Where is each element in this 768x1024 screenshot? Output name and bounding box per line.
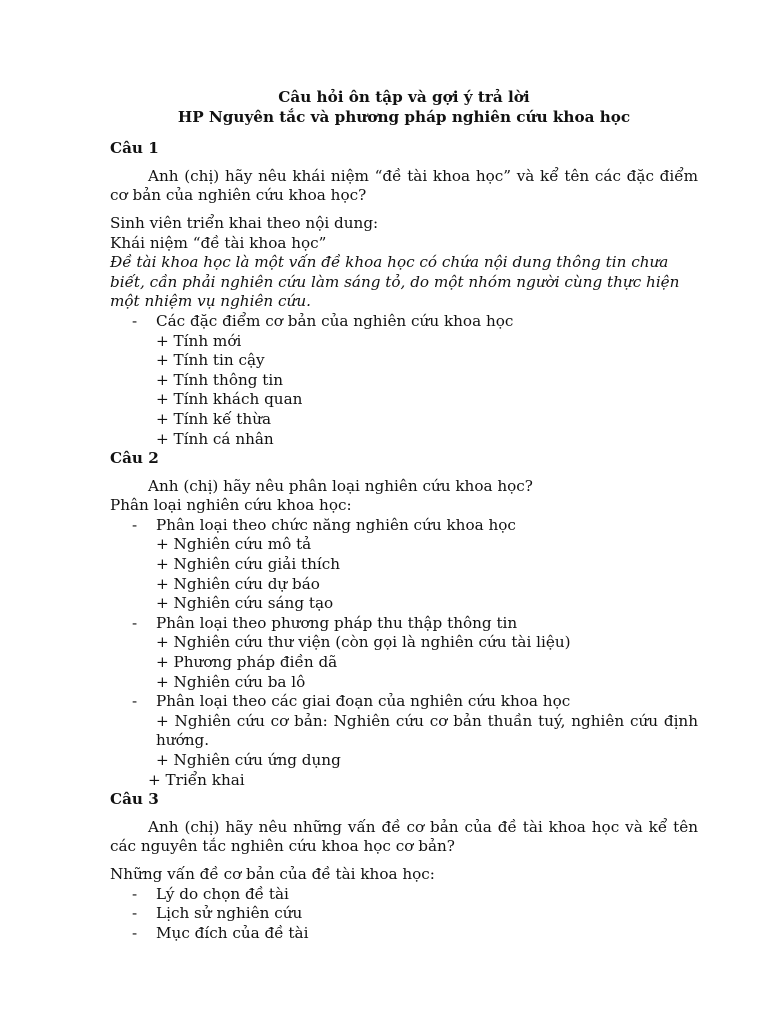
bullet-dash: - — [132, 884, 138, 903]
bullet-label: Lý do chọn đề tài — [156, 884, 289, 903]
bullet-item — [110, 516, 698, 536]
list-item: + Tính kế thừa — [156, 409, 272, 428]
question-3-intro: Những vấn đề cơ bản của đề tài khoa học: — [110, 864, 435, 883]
bullet-label: Lịch sử nghiên cứu — [156, 904, 303, 923]
bullet-item — [110, 614, 698, 634]
bullet-item — [110, 692, 698, 712]
bullet-dash: - — [132, 692, 138, 711]
bullet-dash: - — [132, 515, 138, 534]
question-1-intro: Sinh viên triển khai theo nội dung: — [110, 213, 379, 232]
bullet-dash: - — [132, 923, 138, 942]
bullet-item — [110, 924, 698, 944]
list-item: + Nghiên cứu giải thích — [156, 555, 341, 574]
question-1-heading: Câu 1 — [110, 139, 159, 158]
bullet-label: Phân loại theo phương pháp thu thập thông tin — [156, 613, 518, 632]
list-item: + Nghiên cứu cơ bản: Nghiên cứu cơ bản thuần tuý, nghiên cứu định hướng. — [156, 711, 698, 750]
question-3-heading: Câu 3 — [110, 790, 159, 809]
list-item: + Nghiên cứu ứng dụng — [156, 751, 341, 769]
list-item: + Nghiên cứu thư viện (còn gọi là nghiên cứu tài liệu) — [156, 633, 571, 652]
bullet-label: Phân loại theo chức năng nghiên cứu khoa học — [156, 515, 516, 534]
list-item: + Tính thông tin — [156, 370, 284, 389]
list-item: + Nghiên cứu mô tả — [156, 535, 312, 554]
bullet-label: Phân loại theo các giai đoạn của nghiên cứu khoa học — [156, 692, 571, 711]
list-item: + Tính cá nhân — [156, 429, 274, 448]
list-item: + Tính khách quan — [156, 390, 303, 409]
list-item: + Tính tin cậy — [156, 351, 265, 370]
question-2-text: Anh (chị) hãy nêu phân loại nghiên cứu khoa học? — [148, 476, 533, 495]
list-item: + Tính mới — [156, 331, 242, 350]
list-item: + Nghiên cứu ba lô — [156, 672, 306, 691]
title-line-1: Câu hỏi ôn tập và gợi ý trả lời — [278, 88, 530, 106]
list-item: + Nghiên cứu sáng tạo — [156, 594, 334, 613]
document-page — [110, 88, 698, 943]
question-1-text: Anh (chị) hãy nêu khái niệm “đề tài khoa học” và kể tên các đặc điểm cơ bản của nghiên cứu khoa học? — [110, 166, 698, 205]
bullet-item — [110, 885, 698, 905]
bullet-label: Các đặc điểm cơ bản của nghiên cứu khoa học — [156, 311, 514, 330]
title-line-2: HP Nguyên tắc và phương pháp nghiên cứu khoa học — [177, 107, 631, 126]
bullet-item — [110, 904, 698, 924]
bullet-dash: - — [132, 311, 138, 330]
question-2-intro: Phân loại nghiên cứu khoa học: — [110, 496, 352, 515]
bullet-dash: - — [132, 613, 138, 632]
list-item: + Nghiên cứu dự báo — [156, 574, 320, 593]
list-item: + Triển khai — [148, 770, 245, 789]
question-3-text: Anh (chị) hãy nêu những vấn đề cơ bản của đề tài khoa học và kể tên các nguyên tắc nghiên cứu khoa học cơ bản? — [110, 817, 698, 856]
bullet-item — [110, 312, 698, 332]
concept-label: Khái niệm “đề tài khoa học” — [110, 233, 327, 252]
list-item: + Phương pháp điền dã — [156, 653, 338, 672]
question-2-heading: Câu 2 — [110, 449, 159, 468]
bullet-label: Mục đích của đề tài — [156, 923, 309, 942]
concept-definition: Đề tài khoa học là một vấn đề khoa học có chứa nội dung thông tin chưa biết, cần phải nghiên cứu làm sáng tỏ, do một nhóm người cùng thực hiện một nhiệm vụ nghiên cứu. — [110, 253, 680, 311]
bullet-dash: - — [132, 904, 138, 923]
